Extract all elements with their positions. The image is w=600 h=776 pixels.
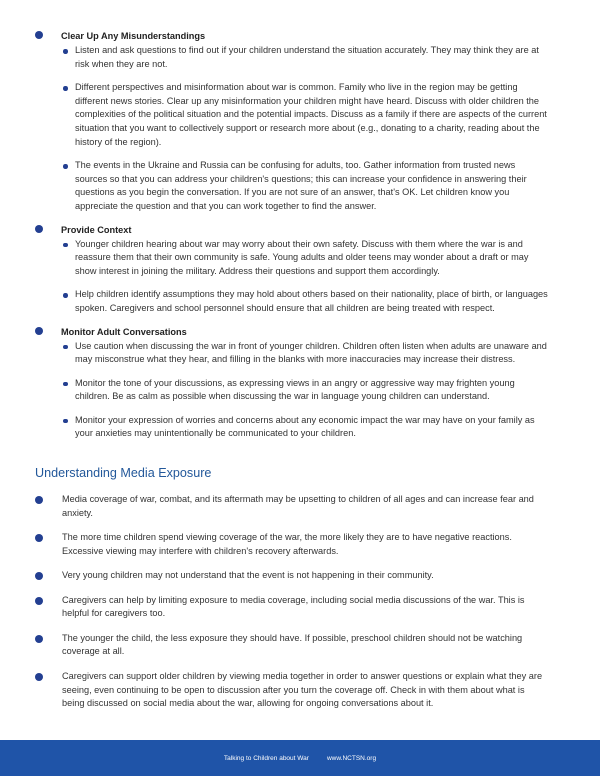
list-item xyxy=(61,377,548,404)
document-body xyxy=(0,30,600,722)
footer-url[interactable]: www.NCTSN.org xyxy=(326,754,377,762)
section-heading xyxy=(61,224,600,236)
section-heading xyxy=(61,30,600,42)
list-item-text: Different perspectives and misinformation about war is common. Family who live in the region may be getting different news stories. Clear up any misinformation your children might have heard. Discuss with older children the complexities of the political situation and the potential impacts. Discuss as a family if there are aspects of the current situation that you want to collectively support or research more about (e.g., donating to a charity, reading about the history of the region). xyxy=(75,82,547,147)
list-item-text: Very young children may not understand that the event is not happening in their community. xyxy=(62,570,434,581)
list-item-text: Younger children hearing about war may worry about their own safety. Discuss with them where the war is and reassure them that their own community is safe. Young adults and older teens may wonder about a draft or may show interest in joining the military. Address their questions and support them accordingly. xyxy=(75,238,529,276)
section-monitor-adult-conversations xyxy=(0,326,600,442)
page-footer xyxy=(0,740,600,776)
section-heading-text: Provide Context xyxy=(61,224,132,235)
bullet-icon xyxy=(63,49,68,54)
bullet-icon xyxy=(35,673,43,681)
list-item-text: Caregivers can help by limiting exposure to media coverage, including social media discussions of the war. This is helpful for caregivers too. xyxy=(62,594,525,619)
list-item-text: Monitor the tone of your discussions, as expressing views in an angry or aggressive way may frighten young children. Be as calm as possible when discussing the war in language young children can understand. xyxy=(75,377,515,402)
section-heading xyxy=(61,326,600,338)
list-item xyxy=(61,340,548,367)
list-item xyxy=(61,44,548,71)
footer-title: Talking to Children about War xyxy=(223,754,309,762)
list-item-text: Listen and ask questions to find out if your children understand the situation accurately. They may think they are at risk when they are not. xyxy=(75,45,539,69)
list-item-text: Caregivers can support older children by viewing media together in order to answer questions or explain what they are seeing, even continuing to be open to discussion after you turn the coverage off. Check in with them about what is being discussed on social media about the war, allowing for ongoing conversations about it. xyxy=(62,670,543,709)
section-clear-up-misunderstandings xyxy=(0,30,600,214)
bullet-icon xyxy=(63,345,68,350)
bullet-icon xyxy=(63,293,68,298)
bullet-icon xyxy=(35,572,43,580)
bullet-icon xyxy=(63,164,68,169)
bullet-icon xyxy=(63,419,68,424)
list-item xyxy=(0,632,548,660)
section-provide-context xyxy=(0,224,600,316)
bullet-icon xyxy=(35,597,43,605)
section-heading-text: Clear Up Any Misunderstandings xyxy=(61,31,206,41)
bullet-icon xyxy=(63,243,68,248)
list-item xyxy=(61,159,548,213)
list-item xyxy=(0,594,548,622)
media-exposure-heading: Understanding Media Exposure xyxy=(35,466,212,481)
media-list xyxy=(0,493,600,711)
bullet-icon xyxy=(35,496,43,504)
list-item xyxy=(0,569,548,583)
bullet-icon xyxy=(35,31,43,39)
list-item-text: The younger the child, the less exposure they should have. If possible, preschool children should not be watching coverage at all. xyxy=(62,632,523,657)
list-item-text: Media coverage of war, combat, and its aftermath may be upsetting to children of all ages and can increase fear and anxiety. xyxy=(62,494,534,518)
list-item xyxy=(0,531,548,559)
bullet-icon xyxy=(63,86,68,91)
list-item xyxy=(61,238,548,279)
bullet-icon xyxy=(35,534,43,542)
list-item-text: Help children identify assumptions they may hold about others based on their nationality, place of birth, or languages spoken. Caregivers and school personnel should ensure that all children are being treated with respect. xyxy=(75,289,548,313)
bullet-icon xyxy=(35,327,43,335)
list-item xyxy=(61,81,548,149)
list-item-text: The events in the Ukraine and Russia can be confusing for adults, too. Gather information from trusted news sources so that you can address your children's questions; this can increase your confidence in answering their questions as you begin the conversation. If you are not sure of an answer, that's OK. Let children know you appreciate the question and that you can work together to find the answer. xyxy=(75,160,527,211)
bullet-icon xyxy=(35,225,43,233)
bullet-icon xyxy=(35,635,43,643)
list-item-text: The more time children spend viewing coverage of the war, the more likely they are to have negative reactions. Excessive viewing may interfere with children's recovery afterwards. xyxy=(62,532,512,556)
list-item-text: Use caution when discussing the war in front of younger children. Children often listen when adults are unaware and may misconstrue what they hear, and filling in the blanks with more inaccuracies may increase their distress. xyxy=(75,340,547,365)
bullet-icon xyxy=(63,382,68,387)
list-item-text: Monitor your expression of worries and concerns about any economic impact the war may have on your family as your anxieties may unintentionally be communicated to your children. xyxy=(75,414,535,439)
section-heading-text: Monitor Adult Conversations xyxy=(61,326,187,337)
list-item xyxy=(61,414,548,441)
list-item xyxy=(0,670,548,711)
list-item xyxy=(0,493,548,521)
list-item xyxy=(61,288,548,315)
